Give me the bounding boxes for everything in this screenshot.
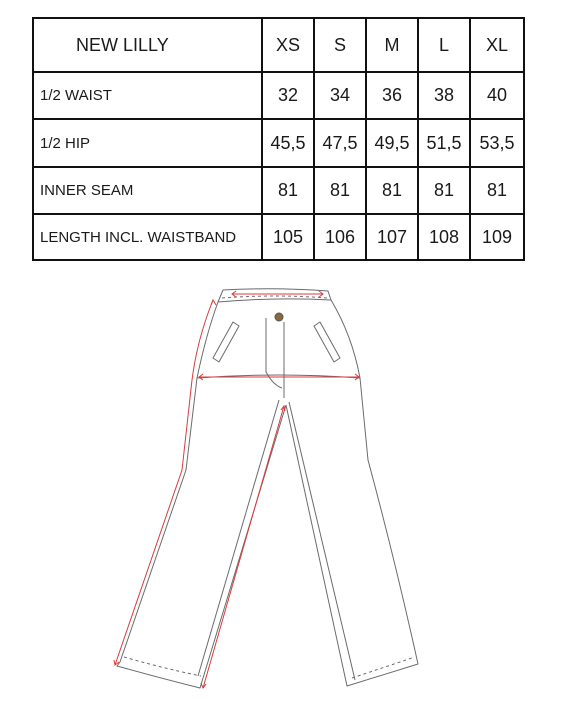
table-cell: 40 bbox=[470, 72, 524, 119]
table-cell: 81 bbox=[418, 167, 470, 214]
table-cell: 49,5 bbox=[366, 119, 418, 167]
table-cell: 32 bbox=[262, 72, 314, 119]
table-row-length bbox=[33, 214, 524, 260]
table-cell: 47,5 bbox=[314, 119, 366, 167]
waistband bbox=[218, 289, 331, 302]
table-cell: 51,5 bbox=[418, 119, 470, 167]
pants-outline bbox=[117, 289, 418, 688]
left-pocket bbox=[213, 322, 239, 362]
table-cell: 106 bbox=[314, 214, 366, 260]
right-pocket bbox=[314, 322, 340, 362]
row-label: 1/2 HIP bbox=[33, 119, 262, 167]
table-cell: 81 bbox=[366, 167, 418, 214]
table-cell: 36 bbox=[366, 72, 418, 119]
size-header-s: S bbox=[314, 18, 366, 72]
table-cell: 108 bbox=[418, 214, 470, 260]
table-cell: 45,5 bbox=[262, 119, 314, 167]
right-inner-seam bbox=[289, 402, 355, 680]
model-name: NEW LILLY bbox=[33, 18, 262, 72]
row-label: INNER SEAM bbox=[33, 167, 262, 214]
left-hem-stitch bbox=[124, 657, 201, 676]
button-icon bbox=[275, 313, 283, 321]
measurement-lines bbox=[114, 291, 359, 688]
table-cell: 34 bbox=[314, 72, 366, 119]
size-chart-table bbox=[32, 17, 525, 261]
table-row-half-waist bbox=[33, 72, 524, 119]
table-header-row bbox=[33, 18, 524, 72]
table-row-inner-seam bbox=[33, 167, 524, 214]
row-label: 1/2 WAIST bbox=[33, 72, 262, 119]
table-cell: 53,5 bbox=[470, 119, 524, 167]
waistband-stitch bbox=[222, 296, 327, 298]
table-cell: 38 bbox=[418, 72, 470, 119]
pants-illustration bbox=[0, 270, 563, 708]
left-leg-outline bbox=[117, 302, 286, 688]
row-label: LENGTH INCL. WAISTBAND bbox=[33, 214, 262, 260]
right-leg-outline bbox=[286, 300, 418, 686]
size-header-xl: XL bbox=[470, 18, 524, 72]
table-cell: 81 bbox=[262, 167, 314, 214]
length-arrowheads bbox=[114, 300, 216, 665]
table-cell: 81 bbox=[470, 167, 524, 214]
table-row-half-hip bbox=[33, 119, 524, 167]
table-cell: 81 bbox=[314, 167, 366, 214]
left-inner-seam bbox=[198, 400, 279, 676]
size-header-xs: XS bbox=[262, 18, 314, 72]
table-cell: 107 bbox=[366, 214, 418, 260]
length-measure-line bbox=[115, 300, 213, 665]
table-cell: 105 bbox=[262, 214, 314, 260]
inner-seam-measure-line bbox=[203, 406, 284, 688]
size-header-m: M bbox=[366, 18, 418, 72]
table-cell: 109 bbox=[470, 214, 524, 260]
size-header-l: L bbox=[418, 18, 470, 72]
